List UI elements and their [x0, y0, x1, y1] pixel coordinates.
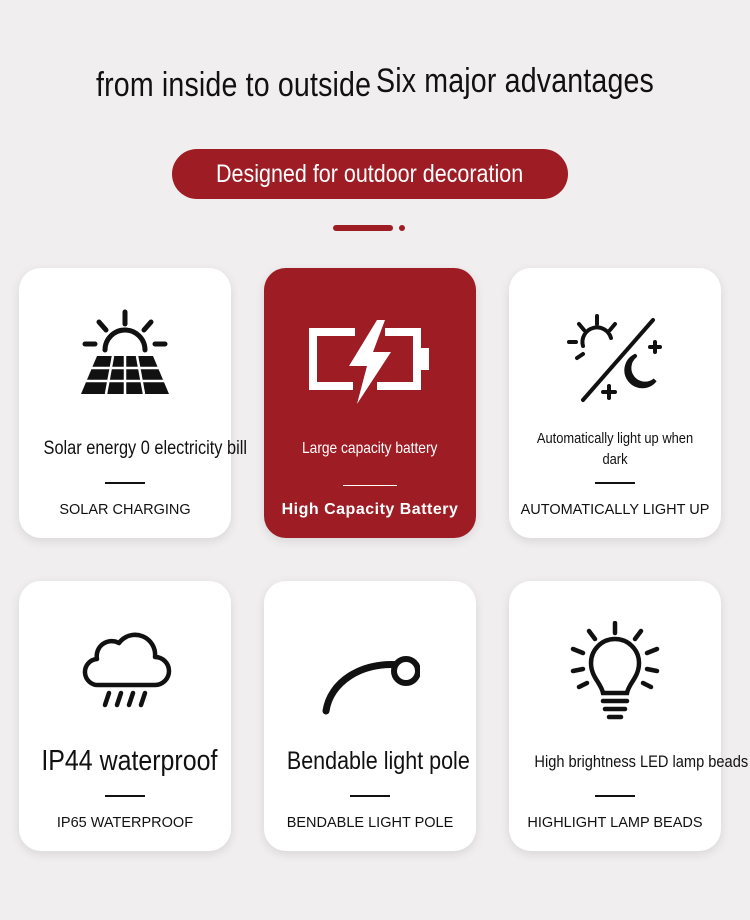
feature-subtitle: BENDABLE LIGHT POLE — [286, 815, 454, 831]
decorative-dot — [399, 225, 405, 231]
feature-card-led — [509, 581, 749, 851]
feature-subtitle: HIGHLIGHT LAMP BEADS — [527, 815, 703, 831]
day-night-icon — [565, 308, 665, 408]
feature-card-auto — [509, 268, 721, 538]
feature-card-solar — [19, 268, 247, 538]
divider-line — [350, 795, 390, 797]
decorative-dash — [333, 225, 393, 231]
divider-line — [595, 795, 635, 797]
feature-title: Solar energy 0 electricity bill — [43, 438, 247, 459]
divider-line — [343, 485, 397, 486]
tagline-pill — [172, 149, 568, 199]
feature-subtitle: SOLAR CHARGING — [59, 502, 191, 518]
rain-cloud-icon — [75, 621, 175, 721]
feature-title: Bendable light pole — [286, 747, 470, 775]
feature-title: Large capacity battery — [302, 440, 438, 457]
feature-card-battery — [264, 268, 476, 538]
battery-charging-icon — [305, 308, 435, 408]
solar-panel-icon — [75, 308, 175, 408]
feature-card-waterproof — [19, 581, 231, 851]
light-bulb-icon — [565, 621, 665, 721]
tagline-text: Designed for outdoor decoration — [216, 159, 524, 188]
feature-subtitle: High Capacity Battery — [281, 501, 459, 518]
feature-subtitle: IP65 WATERPROOF — [56, 815, 194, 831]
feature-title: IP44 waterproof — [41, 745, 218, 777]
feature-title: Automatically light up when dark — [536, 430, 694, 468]
bendable-pole-icon — [320, 621, 420, 721]
divider-line — [595, 482, 635, 484]
headline-part1: from inside to outside — [96, 66, 372, 104]
headline — [0, 62, 750, 112]
feature-title: High brightness LED lamp beads — [534, 752, 749, 771]
feature-card-pole — [264, 581, 476, 851]
divider-line — [105, 482, 145, 484]
feature-subtitle: AUTOMATICALLY LIGHT UP — [520, 502, 710, 518]
divider-line — [105, 795, 145, 797]
headline-part2: Six major advantages — [376, 62, 655, 100]
